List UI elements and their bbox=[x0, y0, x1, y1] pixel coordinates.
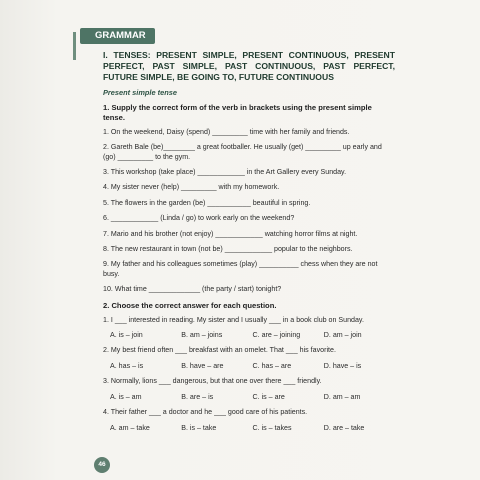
option: C. is – are bbox=[252, 392, 285, 401]
list-item: 3. This workshop (take place) ____________ in the Art Gallery every Sunday. bbox=[103, 168, 347, 177]
exercise1-instruction: 1. Supply the correct form of the verb in brackets using the present simple tense. bbox=[103, 102, 372, 122]
option: B. are – is bbox=[181, 392, 214, 401]
option: A. is – am bbox=[110, 392, 142, 401]
option: A. am – take bbox=[110, 423, 150, 432]
exercise1-list bbox=[103, 128, 395, 295]
option: D. have – is bbox=[323, 361, 362, 370]
answer-options bbox=[110, 424, 395, 433]
answer-options bbox=[110, 331, 395, 340]
question-text: 2. My best friend often ___ breakfast with an omelet. That ___ his favorite. bbox=[103, 346, 336, 355]
question-text: 4. Their father ___ a doctor and he ___ good care of his patients. bbox=[103, 408, 308, 417]
left-accent-bar bbox=[73, 32, 76, 60]
list-item: 7. Mario and his brother (not enjoy) ____________ watching horror films at night. bbox=[103, 229, 358, 238]
subheading: Present simple tense bbox=[103, 88, 177, 98]
exercise2-list bbox=[103, 316, 395, 433]
option: A. has – is bbox=[110, 361, 144, 370]
question-text: 1. I ___ interested in reading. My sister and I usually ___ in a book club on Sunday. bbox=[103, 315, 364, 324]
option: C. are – joining bbox=[252, 331, 301, 340]
option: D. are – take bbox=[323, 423, 365, 432]
section-heading: I. TENSES: PRESENT SIMPLE, PRESENT CONTINUOUS, PRESENT PERFECT, PAST SIMPLE, PAST CONTINUOUS, PAST PERFECT, FUTURE SIMPLE, BE GOING TO, FUTURE CONTINUOUS bbox=[103, 50, 395, 82]
answer-options bbox=[110, 393, 395, 402]
list-item: 10. What time _____________ (the party / start) tonight? bbox=[103, 285, 282, 294]
content bbox=[103, 50, 395, 439]
answer-options bbox=[110, 362, 395, 371]
exercise2-instruction: 2. Choose the correct answer for each question. bbox=[103, 300, 277, 310]
list-item: 9. My father and his colleagues sometimes (play) __________ chess when they are not busy. bbox=[103, 260, 378, 278]
question-text: 3. Normally, lions ___ dangerous, but that one over there ___ friendly. bbox=[103, 377, 322, 386]
list-item: 2. Gareth Bale (be)________ a great footballer. He usually (get) _________ up early and (go) _________ to the gym. bbox=[103, 143, 382, 161]
option: B. am – joins bbox=[181, 331, 223, 340]
list-item: 4. My sister never (help) _________ with my homework. bbox=[103, 183, 280, 192]
option: C. is – takes bbox=[252, 423, 292, 432]
option: B. is – take bbox=[181, 423, 217, 432]
option: C. has – are bbox=[252, 361, 292, 370]
option: B. have – are bbox=[181, 361, 224, 370]
option: D. am – am bbox=[323, 392, 361, 401]
option: D. am – join bbox=[323, 331, 362, 340]
option: A. is – join bbox=[110, 331, 143, 340]
page-number: 46 bbox=[94, 457, 110, 473]
list-item: 8. The new restaurant in town (not be) ____________ popular to the neighbors. bbox=[103, 245, 353, 254]
list-item: 5. The flowers in the garden (be) ___________ beautiful in spring. bbox=[103, 198, 311, 207]
list-item: 6. ____________ (Linda / go) to work early on the weekend? bbox=[103, 214, 295, 223]
list-item: 1. On the weekend, Daisy (spend) _________ time with her family and friends. bbox=[103, 127, 350, 136]
grammar-tab: GRAMMAR bbox=[80, 28, 155, 44]
